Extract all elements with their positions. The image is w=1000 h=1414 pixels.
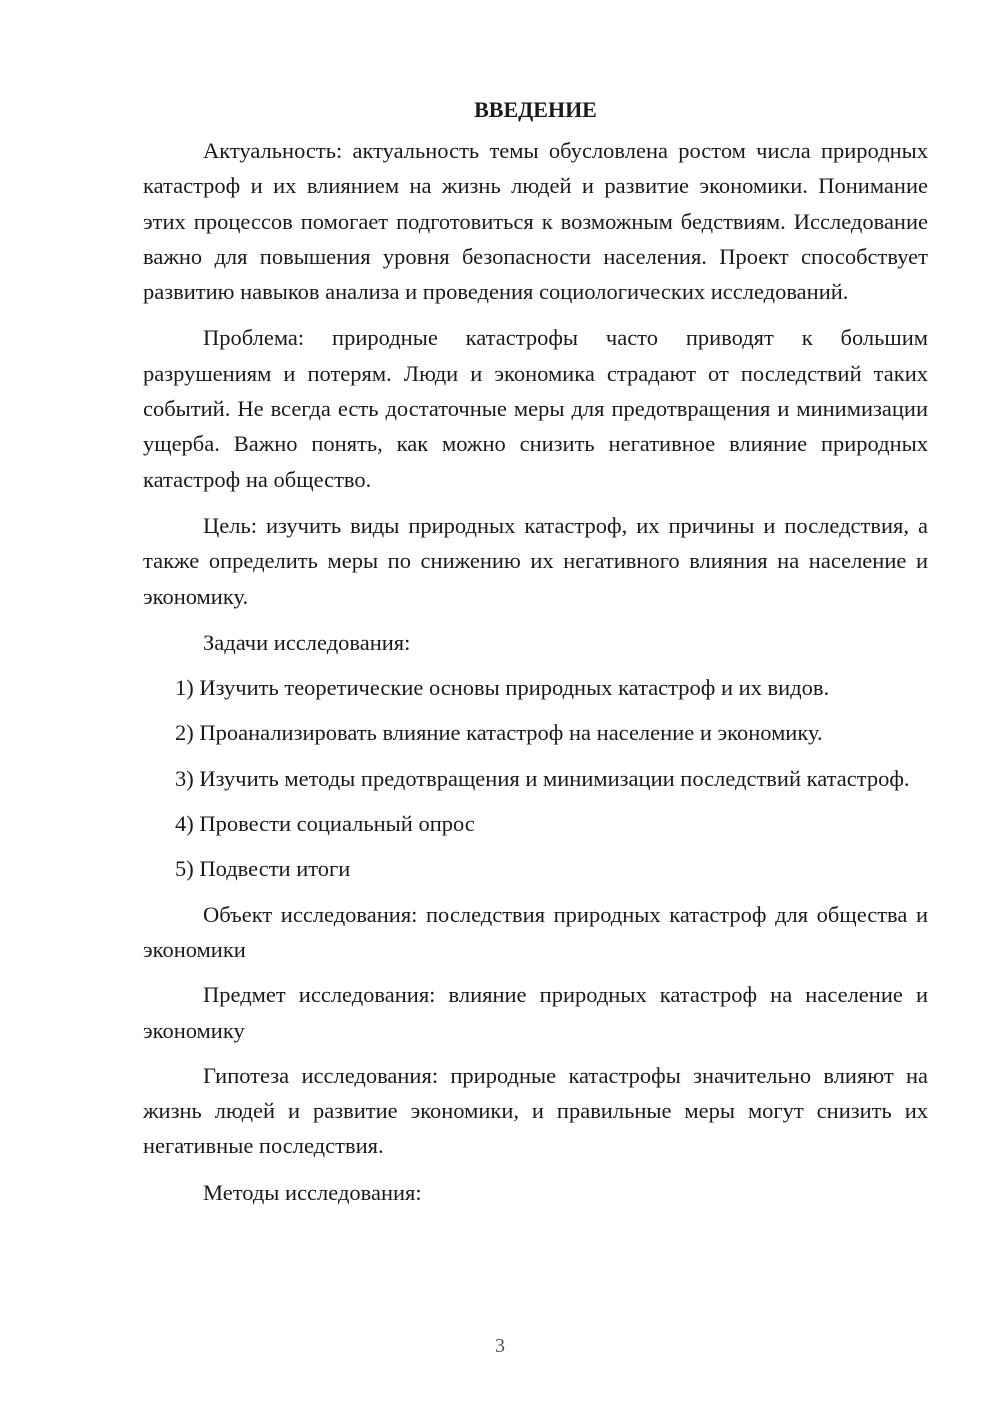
page-number: 3 <box>495 1335 505 1357</box>
list-item: 1) Изучить теоретические основы природных катастроф и их видов. <box>175 675 830 701</box>
tasks-list <box>143 670 928 886</box>
tasks-heading: Задачи исследования: <box>203 629 411 655</box>
list-item: 2) Проанализировать влияние катастроф на население и экономику. <box>175 720 823 746</box>
paragraph-object: Объект исследования: последствия природных катастроф для общества и экономики <box>143 901 928 962</box>
document-page <box>143 92 928 1210</box>
list-item: 4) Провести социальный опрос <box>175 811 475 837</box>
paragraph-goal: Цель: изучить виды природных катастроф, их причины и последствия, а также определить меры по снижению их негативного влияния на население и экономику. <box>143 512 928 609</box>
paragraph-relevance: Актуальность: актуальность темы обусловлена ростом числа природных катастроф и их влиянием на жизнь людей и развитие экономики. Понимание этих процессов помогает подготовиться к возможным бедствиям. Исследование важно для повышения уровня безопасности населения. Проект способствует развитию навыков анализа и проведения социологических исследований. <box>143 138 928 305</box>
methods-heading: Методы исследования: <box>203 1179 422 1205</box>
list-item: 3) Изучить методы предотвращения и минимизации последствий катастроф. <box>175 765 910 791</box>
section-title: ВВЕДЕНИЕ <box>474 97 597 122</box>
paragraph-hypothesis: Гипотеза исследования: природные катастрофы значительно влияют на жизнь людей и развитие экономики, и правильные меры могут снизить их негативные последствия. <box>143 1062 928 1159</box>
list-item: 5) Подвести итоги <box>175 856 351 882</box>
paragraph-subject: Предмет исследования: влияние природных катастроф на население и экономику <box>143 982 928 1043</box>
paragraph-problem: Проблема: природные катастрофы часто приводят к большим разрушениям и потерям. Люди и экономика страдают от последствий таких событий. Не всегда есть достаточные меры для предотвращения и минимизации ущерба. Важно понять, как можно снизить негативное влияние природных катастроф на общество. <box>143 325 928 492</box>
